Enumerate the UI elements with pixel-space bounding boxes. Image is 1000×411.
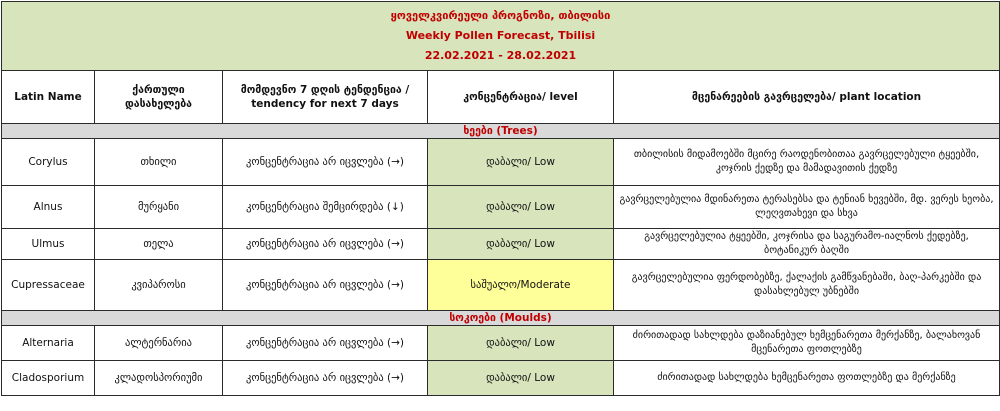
georgian-name: მურყანი — [95, 186, 223, 229]
table-row — [2, 186, 1000, 229]
georgian-name: კვიპაროსი — [95, 260, 223, 311]
level-low: დაბალი/ Low — [428, 229, 614, 260]
level-low: დაბალი/ Low — [428, 186, 614, 229]
col-header-georgian-name: ქართული დასახელება — [95, 71, 223, 124]
tendency: კონცენტრაცია შემცირდება (↓) — [223, 186, 428, 229]
tendency: კონცენტრაცია არ იცვლება (→) — [223, 326, 428, 361]
level-moderate: საშუალო/Moderate — [428, 260, 614, 311]
forecast-title — [2, 2, 1000, 71]
latin-name: Alternaria — [2, 326, 95, 361]
table-row — [2, 260, 1000, 311]
table-row — [2, 229, 1000, 260]
plant-location: ძირითადად სახლდება დაზიანებულ ხემცენარეთა მერქანზე, ბალახოვან მცენარეთა ფოთლებზე — [614, 326, 1000, 361]
pollen-forecast-sheet — [1, 1, 999, 409]
table-row — [2, 361, 1000, 396]
latin-name: Alnus — [2, 186, 95, 229]
plant-location: გავრცელებულია მდინარეთა ტერასებსა და ტენიან ხევებში, მდ. ვერეს ხეობა, ლეღვთახევი და სხვა — [614, 186, 1000, 229]
tendency: კონცენტრაცია არ იცვლება (→) — [223, 361, 428, 396]
section-row-trees — [2, 124, 1000, 139]
level-low: დაბალი/ Low — [428, 139, 614, 186]
level-low: დაბალი/ Low — [428, 326, 614, 361]
date-range: 22.02.2021 - 28.02.2021 — [424, 49, 577, 62]
pollen-forecast-table — [1, 1, 1000, 396]
plant-location: თბილისის მიდამოებში მცირე რაოდენობითაა გავრცელებული ტყეებში, კოჯრის ქედზე და მამადავითის ქედზე — [614, 139, 1000, 186]
georgian-name: თხილი — [95, 139, 223, 186]
column-header-row — [2, 71, 1000, 124]
plant-location: ძირითადად სახლდება ხემცენარეთა ფოთლებზე და მერქანზე — [614, 361, 1000, 396]
title-english: Weekly Pollen Forecast, Tbilisi — [405, 29, 596, 42]
level-low: დაბალი/ Low — [428, 361, 614, 396]
col-header-level: კონცენტრაცია/ level — [428, 71, 614, 124]
tendency: კონცენტრაცია არ იცვლება (→) — [223, 229, 428, 260]
latin-name: Ulmus — [2, 229, 95, 260]
latin-name: Corylus — [2, 139, 95, 186]
latin-name: Cladosporium — [2, 361, 95, 396]
tendency: კონცენტრაცია არ იცვლება (→) — [223, 139, 428, 186]
title-georgian: ყოველკვირეული პროგნოზი, თბილისი — [390, 9, 611, 22]
georgian-name: ალტერნარია — [95, 326, 223, 361]
table-row — [2, 139, 1000, 186]
title-row — [2, 2, 1000, 71]
section-row-moulds — [2, 311, 1000, 326]
tendency: კონცენტრაცია არ იცვლება (→) — [223, 260, 428, 311]
table-row — [2, 326, 1000, 361]
latin-name: Cupressaceae — [2, 260, 95, 311]
section-title-moulds: სოკოები (Moulds) — [2, 311, 1000, 326]
col-header-plant-location: მცენარეების გავრცელება/ plant location — [614, 71, 1000, 124]
plant-location: გავრცელებულია ფერდობებზე, ქალაქის გამწვანებაში, ბაღ-პარკებში და დასახლებულ უბნებში — [614, 260, 1000, 311]
section-title-trees: ხეები (Trees) — [2, 124, 1000, 139]
georgian-name: თელა — [95, 229, 223, 260]
col-header-latin-name: Latin Name — [2, 71, 95, 124]
plant-location: გავრცელებულია ტყეებში, კოჯრისა და საგურამო-იალნოს ქედებზე, ბოტანიკურ ბაღში — [614, 229, 1000, 260]
georgian-name: კლადოსპორიუმი — [95, 361, 223, 396]
col-header-tendency: მომდევნო 7 დღის ტენდენცია / tendency for next 7 days — [223, 71, 428, 124]
